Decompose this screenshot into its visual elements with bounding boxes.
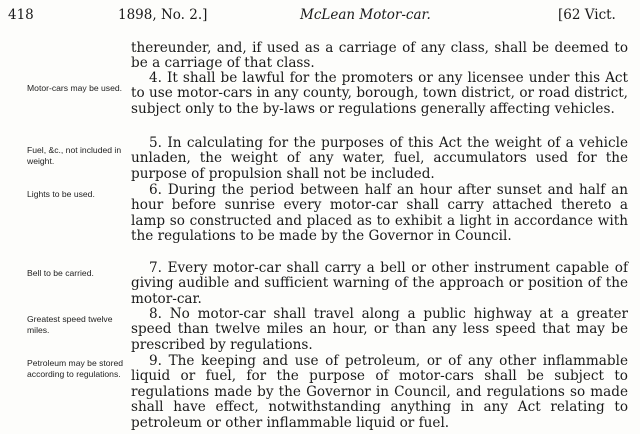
section-number: 9. [149,353,162,369]
section-number: 4. [149,70,162,86]
regnal-year: [62 Vict. [558,7,616,23]
short-title: McLean Motor-car. [300,7,431,23]
section-4 [131,71,628,117]
section-text: Every motor-car shall carry a bell or other instrument capable of giving audible and sufficient warning of the approach or position of the motor-car. [131,260,628,307]
section-7 [131,261,628,307]
margin-note-4: Motor-cars may be used. [27,83,123,93]
section-6 [131,183,628,245]
section-number: 7. [149,260,162,276]
section-text: It shall be lawful for the promoters or any licensee under this Act to use motor-cars in any county, borough, town district, or road district, subject only to the by-laws or regulations generally affecting vehicles. [131,70,629,117]
section-number: 8. [149,306,162,322]
margin-note-9: Petroleum may be stored according to regulations. [27,358,124,379]
section-5 [131,136,628,182]
section-9 [131,354,628,431]
section-number: 6. [149,182,162,198]
section-text: No motor-car shall travel along a public highway at a greater speed than twelve miles an hour, or than any less speed that may be prescribed by regulations. [131,306,628,353]
section-text: During the period between half an hour after sunset and half an hour before sunrise every motor-car shall carry attached thereto a lamp so constructed and placed as to exhibit a light in accordance with the regulations to be made by the Governor in Council. [131,182,628,245]
margin-note-8: Greatest speed twelve miles. [27,314,113,335]
page-number: 418 [8,7,34,23]
margin-note-7: Bell to be carried. [27,268,94,278]
section-text: In calculating for the purposes of this Act the weight of a vehicle unladen, the weight of any water, fuel, accumulators used for the purpose of propulsion shall not be included. [131,135,628,182]
section-number: 5. [149,135,162,151]
section-text: The keeping and use of petroleum, or of any other inflammable liquid or fuel, for the purpose of motor-cars shall be subject to regulations made by the Governor in Council, and regulations so made shall have effect, notwithstanding anything in any Act relating to petroleum or other inflammable liquid or fuel. [131,353,628,431]
section-8 [131,307,628,353]
margin-note-6: Lights to be used. [27,189,95,199]
continuation-text: thereunder, and, if used as a carriage of any class, shall be deemed to be a carriage of that class. [131,40,628,72]
margin-note-5: Fuel, &c., not included in weight. [27,145,122,166]
act-reference: 1898, No. 2.] [118,7,208,23]
running-header [0,7,640,27]
